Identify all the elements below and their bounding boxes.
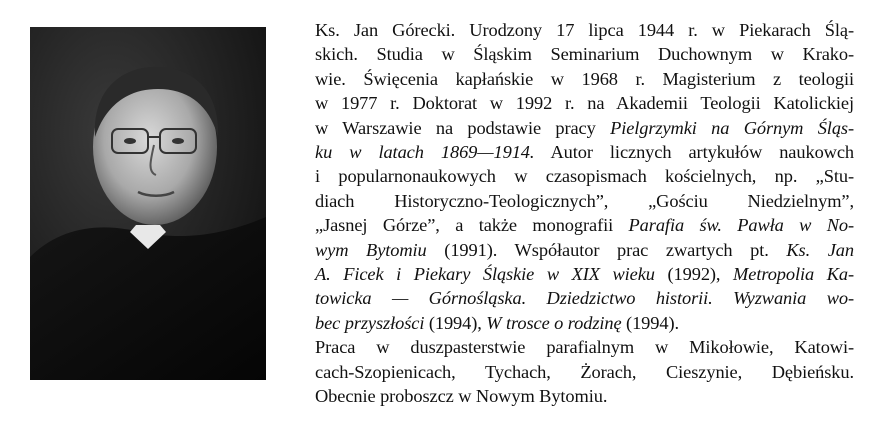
text-segment: „Jasnej Górze”, a także monografii bbox=[315, 215, 629, 236]
text-segment: w 1977 r. Doktorat w 1992 r. na Akademii Teologii Katolickiej bbox=[315, 93, 854, 114]
text-line bbox=[315, 67, 854, 91]
italic-text: towicka — Górnośląska. Dziedzictwo historii. Wyzwania wo- bbox=[315, 288, 854, 309]
text-line bbox=[315, 164, 854, 188]
text-line bbox=[315, 238, 854, 262]
text-segment: (1994), bbox=[424, 312, 487, 333]
text-line bbox=[315, 18, 854, 42]
text-line bbox=[315, 42, 854, 66]
text-line bbox=[315, 91, 854, 115]
text-segment: diach Historyczno-Teologicznych”, „Gościu Niedzielnym”, bbox=[315, 190, 854, 211]
italic-text: Metropolia Ka- bbox=[733, 264, 854, 285]
bio-paragraph-2 bbox=[315, 335, 854, 408]
italic-text: Parafia św. Pawła w No- bbox=[628, 215, 855, 236]
portrait-photo bbox=[30, 27, 266, 380]
biography-text bbox=[315, 18, 854, 409]
text-line bbox=[315, 311, 854, 335]
text-line bbox=[315, 262, 854, 286]
text-line bbox=[315, 140, 854, 164]
text-line bbox=[315, 213, 854, 237]
text-segment: (1994). bbox=[621, 312, 679, 333]
text-segment: Autor licznych artykułów naukowch bbox=[534, 142, 854, 163]
bio-paragraph-1 bbox=[315, 18, 854, 335]
text-line bbox=[315, 286, 854, 310]
text-line bbox=[315, 384, 854, 408]
italic-text: W trosce o rodzinę bbox=[486, 312, 622, 333]
italic-text: Pielgrzymki na Górnym Śląs- bbox=[610, 117, 854, 138]
text-segment: wie. Święcenia kapłańskie w 1968 r. Magisterium z teologii bbox=[315, 68, 854, 89]
text-line bbox=[315, 116, 854, 140]
italic-text: A. Ficek i Piekary Śląskie w XIX wieku bbox=[315, 264, 655, 285]
text-segment: Obecnie proboszcz w Nowym Bytomiu. bbox=[315, 386, 608, 407]
italic-text: bec przyszłości bbox=[315, 312, 425, 333]
italic-text: Ks. Jan bbox=[786, 239, 854, 260]
text-segment: skich. Studia w Śląskim Seminarium Duchownym w Krako- bbox=[315, 44, 854, 65]
text-segment: (1991). Współautor prac zwartych pt. bbox=[426, 239, 787, 260]
text-segment: Ks. Jan Górecki. Urodzony 17 lipca 1944 r. w Piekarach Ślą- bbox=[315, 20, 854, 40]
text-segment: w Warszawie na podstawie pracy bbox=[315, 117, 611, 138]
text-line bbox=[315, 335, 854, 359]
text-segment: Praca w duszpasterstwie parafialnym w Mikołowie, Katowi- bbox=[315, 337, 854, 358]
text-segment: i popularnonaukowych w czasopismach kościelnych, np. „Stu- bbox=[315, 166, 854, 187]
text-segment: (1992), bbox=[654, 264, 734, 285]
italic-text: wym Bytomiu bbox=[315, 239, 427, 260]
italic-text: ku w latach 1869—1914. bbox=[315, 142, 535, 163]
text-segment: cach-Szopienicach, Tychach, Żorach, Cieszynie, Dębieńsku. bbox=[315, 361, 854, 382]
text-line bbox=[315, 360, 854, 384]
text-line bbox=[315, 189, 854, 213]
